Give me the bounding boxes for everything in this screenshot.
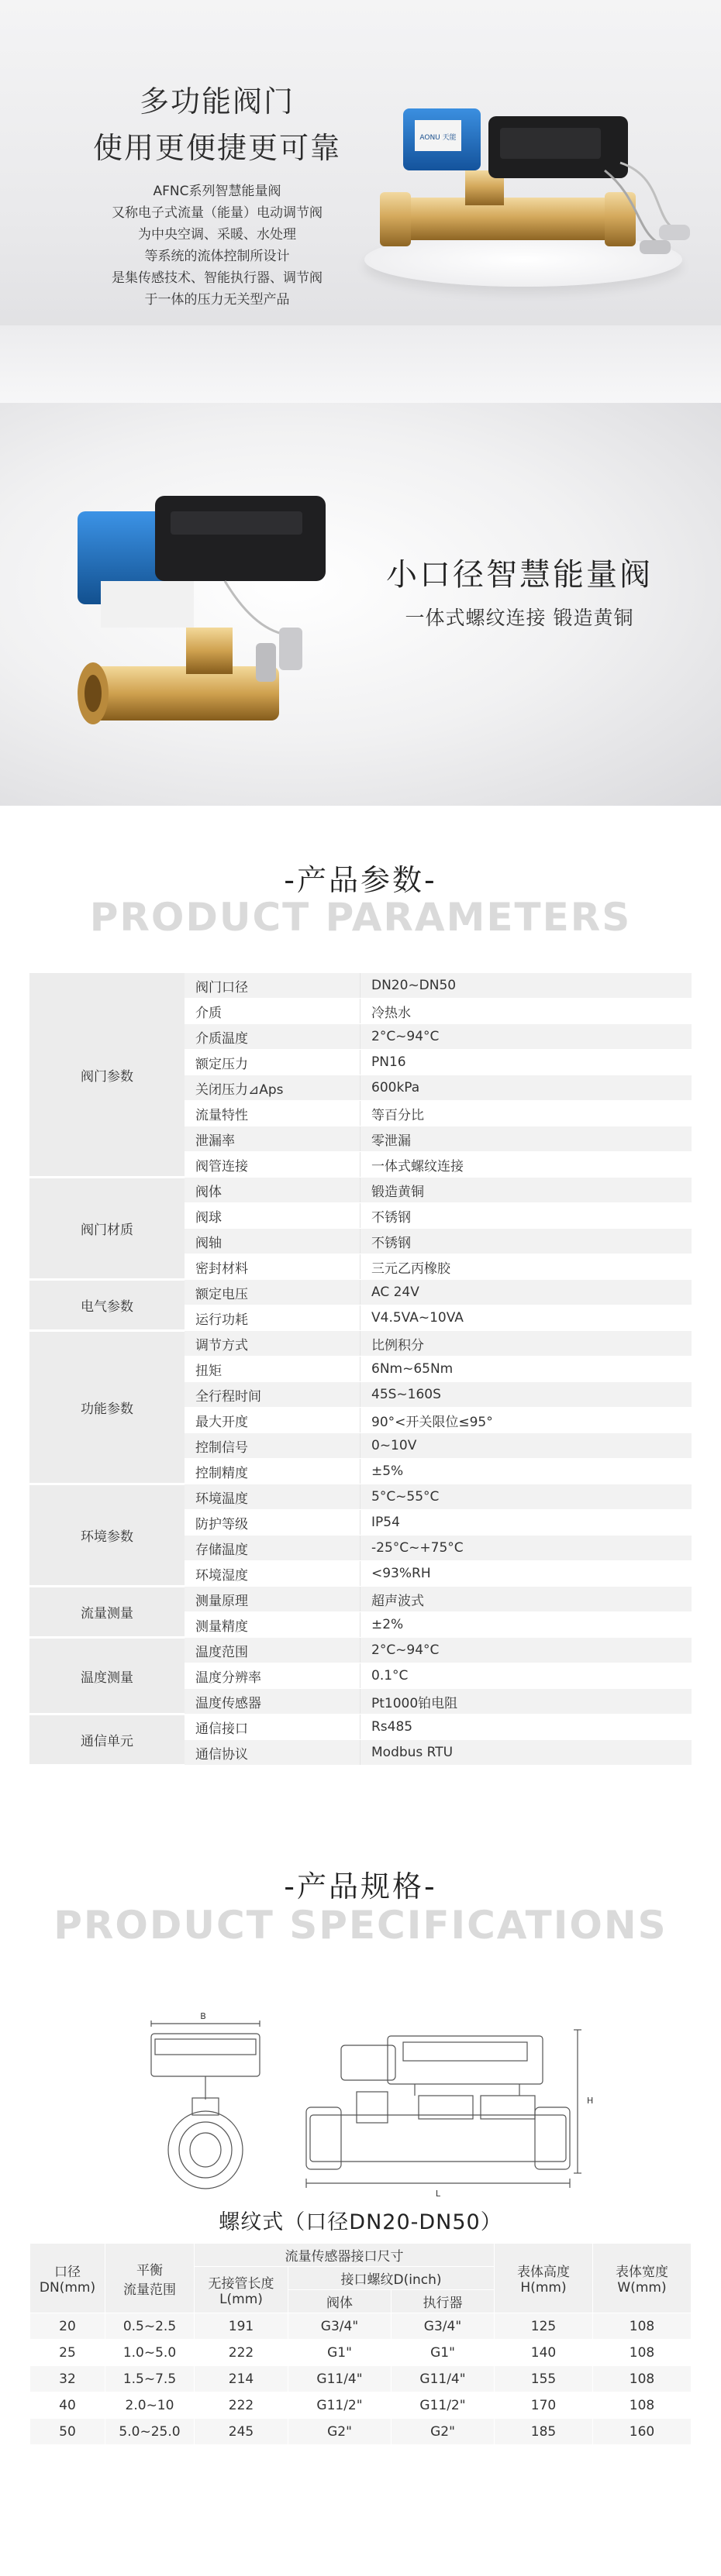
param-value: <93%RH — [360, 1561, 692, 1587]
small-valve-product-image — [70, 480, 364, 759]
param-key: 阀体 — [185, 1178, 360, 1203]
param-category: 通信单元 — [29, 1714, 185, 1766]
param-key: 通信接口 — [185, 1714, 360, 1740]
spec-cell: 108 — [593, 2366, 692, 2392]
param-key: 存储温度 — [185, 1536, 360, 1561]
spec-cell: 108 — [593, 2313, 692, 2340]
specs-section-title: -产品规格- — [284, 1869, 437, 1904]
param-key: 温度分辨率 — [185, 1663, 360, 1689]
spec-cell: G1" — [391, 2340, 494, 2366]
hero-title-line2: 使用更便捷更可靠 — [92, 131, 341, 165]
device-brand-label: AONU 天能 — [419, 134, 457, 142]
hero-desc-line: 等系统的流体控制所设计 — [144, 249, 290, 264]
param-key: 控制信号 — [185, 1433, 360, 1459]
spec-cell: 214 — [195, 2366, 288, 2392]
dimension-label-l: L — [435, 2189, 441, 2199]
params-section-title: -产品参数- — [284, 863, 437, 897]
param-value: 一体式螺纹连接 — [360, 1152, 692, 1178]
param-category: 环境参数 — [29, 1484, 185, 1587]
spec-cell: 108 — [593, 2392, 692, 2419]
param-value: V4.5VA~10VA — [360, 1305, 692, 1331]
spec-cell: G3/4" — [288, 2313, 392, 2340]
parameters-table — [29, 973, 692, 1766]
param-row — [29, 973, 692, 999]
spec-cell: 160 — [593, 2419, 692, 2445]
param-row — [29, 1331, 692, 1357]
hero-title-line1: 多功能阀门 — [139, 84, 295, 119]
small-valve-subtitle: 一体式螺纹连接 锻造黄铜 — [405, 607, 634, 629]
param-value: ±2% — [360, 1612, 692, 1638]
param-value: 不锈钢 — [360, 1229, 692, 1254]
spec-cell: 185 — [495, 2419, 593, 2445]
param-row — [29, 1638, 692, 1663]
hero-desc-line: 又称电子式流量（能量）电动调节阀 — [112, 205, 323, 221]
param-value: 45S~160S — [360, 1382, 692, 1408]
spec-row — [30, 2392, 692, 2419]
spec-cell: 1.5~7.5 — [105, 2366, 195, 2392]
spec-cell: 50 — [30, 2419, 105, 2445]
spec-cell: 108 — [593, 2340, 692, 2366]
header-flow-range: 平衡 流量范围 — [105, 2244, 195, 2313]
spec-cell: G11/2" — [391, 2392, 494, 2419]
param-key: 全行程时间 — [185, 1382, 360, 1408]
spec-cell: 191 — [195, 2313, 288, 2340]
param-value: 2°C~94°C — [360, 1638, 692, 1663]
param-key: 调节方式 — [185, 1331, 360, 1357]
param-key: 介质温度 — [185, 1024, 360, 1050]
specs-section-title-en: PRODUCT SPECIFICATIONS — [53, 1903, 668, 1948]
hero-desc-line: 是集传感技术、智能执行器、调节阀 — [112, 270, 323, 286]
param-key: 流量特性 — [185, 1101, 360, 1126]
param-value: 2°C~94°C — [360, 1024, 692, 1050]
dimension-diagram — [0, 1999, 721, 2231]
param-key: 温度范围 — [185, 1638, 360, 1663]
param-key: 介质 — [185, 999, 360, 1024]
header-sensor-interface: 流量传感器接口尺寸 — [195, 2244, 495, 2267]
spec-cell: 2.0~10 — [105, 2392, 195, 2419]
param-key: 测量原理 — [185, 1587, 360, 1612]
param-value: 三元乙丙橡胶 — [360, 1254, 692, 1280]
param-value: 5°C~55°C — [360, 1484, 692, 1510]
spec-row — [30, 2340, 692, 2366]
param-category: 阀门参数 — [29, 973, 185, 1178]
spec-cell: 170 — [495, 2392, 593, 2419]
spec-row — [30, 2313, 692, 2340]
param-value: IP54 — [360, 1510, 692, 1536]
spec-cell: 20 — [30, 2313, 105, 2340]
param-key: 额定电压 — [185, 1280, 360, 1305]
param-category: 温度测量 — [29, 1638, 185, 1714]
param-row — [29, 1484, 692, 1510]
param-value: 比例积分 — [360, 1331, 692, 1357]
param-value: -25°C~+75°C — [360, 1536, 692, 1561]
param-key: 环境温度 — [185, 1484, 360, 1510]
hero-banner-small-valve — [0, 403, 721, 806]
spec-cell: 245 — [195, 2419, 288, 2445]
small-valve-title: 小口径智慧能量阀 — [386, 557, 653, 593]
param-key: 扭矩 — [185, 1357, 360, 1382]
param-key: 额定压力 — [185, 1050, 360, 1075]
param-value: 冷热水 — [360, 999, 692, 1024]
header-body-width: 表体宽度 W(mm) — [593, 2244, 692, 2313]
param-value: 等百分比 — [360, 1101, 692, 1126]
param-value: 零泄漏 — [360, 1126, 692, 1152]
params-section-title-en: PRODUCT PARAMETERS — [89, 895, 632, 940]
param-value: DN20~DN50 — [360, 973, 692, 999]
param-value: 6Nm~65Nm — [360, 1357, 692, 1382]
param-key: 阀球 — [185, 1203, 360, 1229]
valve-product-image — [372, 93, 698, 287]
param-key: 通信协议 — [185, 1740, 360, 1766]
spec-cell: G11/2" — [288, 2392, 392, 2419]
param-key: 控制精度 — [185, 1459, 360, 1484]
param-value: 超声波式 — [360, 1587, 692, 1612]
param-value: 锻造黄铜 — [360, 1178, 692, 1203]
specifications-table — [29, 2243, 692, 2445]
param-key: 测量精度 — [185, 1612, 360, 1638]
header-dn: 口径 DN(mm) — [30, 2244, 105, 2313]
dimension-label-h: H — [587, 2096, 594, 2106]
param-key: 最大开度 — [185, 1408, 360, 1433]
spec-cell: G1" — [288, 2340, 392, 2366]
param-value: PN16 — [360, 1050, 692, 1075]
param-category: 功能参数 — [29, 1331, 185, 1484]
param-category: 阀门材质 — [29, 1178, 185, 1280]
spec-cell: G2" — [288, 2419, 392, 2445]
dimension-label-b: B — [200, 2011, 206, 2021]
param-key: 阀管连接 — [185, 1152, 360, 1178]
param-value: 不锈钢 — [360, 1203, 692, 1229]
hero-desc-line: AFNC系列智慧能量阀 — [153, 184, 281, 199]
spec-cell: G3/4" — [391, 2313, 494, 2340]
spec-cell: 155 — [495, 2366, 593, 2392]
spec-cell: 40 — [30, 2392, 105, 2419]
spec-cell: G11/4" — [288, 2366, 392, 2392]
param-value: AC 24V — [360, 1280, 692, 1305]
spec-cell: 1.0~5.0 — [105, 2340, 195, 2366]
spec-cell: 32 — [30, 2366, 105, 2392]
param-value: Pt1000铂电阻 — [360, 1689, 692, 1714]
spec-row — [30, 2419, 692, 2445]
hero-desc-line: 于一体的压力无关型产品 — [144, 292, 290, 308]
spec-cell: 25 — [30, 2340, 105, 2366]
spec-cell: 0.5~2.5 — [105, 2313, 195, 2340]
header-valve-body: 阀体 — [288, 2290, 392, 2313]
param-key: 防护等级 — [185, 1510, 360, 1536]
spec-cell: 222 — [195, 2340, 288, 2366]
spec-cell: 140 — [495, 2340, 593, 2366]
param-key: 运行功耗 — [185, 1305, 360, 1331]
header-pipe-length: 无接管长度 L(mm) — [195, 2267, 288, 2313]
param-key: 环境湿度 — [185, 1561, 360, 1587]
spec-cell: G11/4" — [391, 2366, 494, 2392]
param-key: 泄漏率 — [185, 1126, 360, 1152]
param-value: Rs485 — [360, 1714, 692, 1740]
hero-banner-multifunction — [0, 0, 721, 403]
banner-floor — [0, 325, 721, 403]
spec-cell: 222 — [195, 2392, 288, 2419]
spec-caption: 螺纹式（口径DN20-DN50） — [219, 2210, 502, 2234]
header-thread-group: 接口螺纹D(inch) — [288, 2267, 495, 2290]
param-key: 温度传感器 — [185, 1689, 360, 1714]
header-actuator: 执行器 — [391, 2290, 494, 2313]
param-category: 电气参数 — [29, 1280, 185, 1331]
param-value: 600kPa — [360, 1075, 692, 1101]
spec-row — [30, 2366, 692, 2392]
spec-cell: 125 — [495, 2313, 593, 2340]
param-value: 90°<开关限位≤95° — [360, 1408, 692, 1433]
param-row — [29, 1178, 692, 1203]
spec-cell: 5.0~25.0 — [105, 2419, 195, 2445]
param-row — [29, 1280, 692, 1305]
header-body-height: 表体高度 H(mm) — [495, 2244, 593, 2313]
param-row — [29, 1714, 692, 1740]
param-key: 阀门口径 — [185, 973, 360, 999]
spec-cell: G2" — [391, 2419, 494, 2445]
param-row — [29, 1587, 692, 1612]
param-value: Modbus RTU — [360, 1740, 692, 1766]
param-value: ±5% — [360, 1459, 692, 1484]
param-category: 流量测量 — [29, 1587, 185, 1638]
param-key: 密封材料 — [185, 1254, 360, 1280]
param-key: 阀轴 — [185, 1229, 360, 1254]
hero-desc-line: 为中央空调、采暖、水处理 — [138, 227, 296, 242]
param-value: 0.1°C — [360, 1663, 692, 1689]
param-value: 0~10V — [360, 1433, 692, 1459]
param-key: 关闭压力⊿Aps — [185, 1075, 360, 1101]
